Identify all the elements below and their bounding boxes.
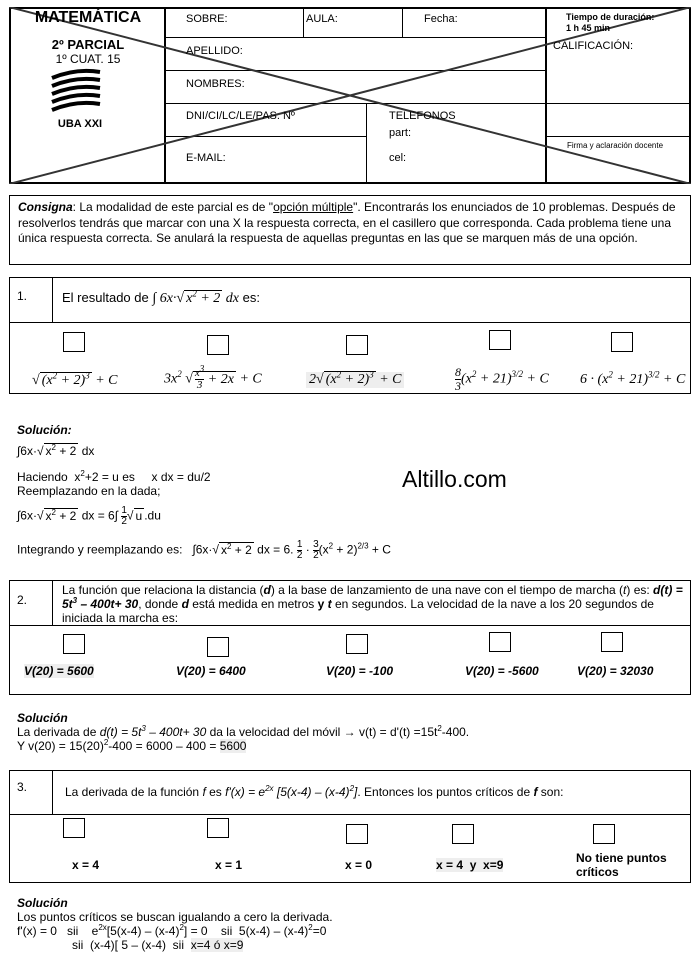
q2-option-5: V(20) = 32030 [577, 664, 654, 678]
q1-integral: ∫ 6x·√ $x^2 + 2$ dx [152, 288, 239, 306]
q3-solution-line-3 [72, 938, 243, 952]
q3-solution-line-3-prefix: sii (x-4)[ 5 – (x-4) sii [72, 938, 191, 952]
q1-solution-line-2: Haciendo $x^2+2 = u$ es x dx = du/2 [17, 469, 211, 484]
q1-statement-suffix: es: [242, 290, 260, 305]
telefonos-label: TELEFONOS [389, 110, 456, 122]
q1-option-5-checkbox[interactable] [611, 332, 633, 352]
q1-solution-line-3: Reemplazando en la dada; [17, 484, 161, 498]
q1-option-3-checkbox[interactable] [346, 335, 368, 355]
cel-label: cel: [389, 152, 407, 164]
consigna-link: opción múltiple [273, 200, 354, 214]
dni-label: DNI/CI/LC/LE/PAS. Nº [186, 110, 295, 122]
q2-option-1: V(20) = 5600 [24, 664, 94, 678]
subject-title: MATEMÁTICA [34, 9, 142, 26]
q1-number: 1. [17, 289, 28, 303]
q2-divider [9, 625, 691, 626]
q3-option-5-checkbox[interactable] [593, 824, 615, 844]
consigna-lead: Consigna [18, 200, 73, 214]
q2-number: 2. [17, 593, 28, 607]
q2-option-1-checkbox[interactable] [63, 634, 85, 654]
q2-solution-line-2: Y $v(20) = 15(20)^2-400 = 6000 - 400 = 5600$ [17, 738, 247, 753]
calificacion-label: CALIFICACIÓN: [553, 40, 634, 52]
fecha-label: Fecha: [424, 13, 458, 25]
q2-option-3: V(20) = -100 [326, 664, 394, 678]
q1-divider [52, 277, 53, 322]
q1-solution-line-5-prefix: Integrando y reemplazando es: [17, 542, 183, 557]
logo-text: UBA XXI [57, 118, 103, 130]
q2-option-2: V(20) = 6400 [176, 664, 246, 678]
q1-divider [9, 322, 691, 323]
q3-statement: La derivada de la función f es $f'(x) = e^{2x}$ $[5(x-4) - (x-4)^2]$. Entonces los puntos críticos de f son: [65, 784, 564, 799]
q2-solution-answer: 5600 [219, 739, 247, 753]
consigna-text-rest: ". Encontrarás los enunciados de 10 problemas. Después de resolverlos tendrás que marcar con una X la respuesta correcta, en el casillero que corresponda. Cada problema tiene una única respuesta correcta. Se anulará la respuesta de aquellas preguntas en las que se marquen más de una opción. [18, 200, 676, 245]
q1-statement-prefix: El resultado de [62, 290, 149, 305]
consigna-box [9, 195, 691, 265]
q1-solution-line-5: Integrando y reemplazando es: ∫6x·√ $x^2 + 2$ dx = 6. $\frac{1}{2}$ · $\frac{3}{2}$ $(x^2 + 2)^{2/3} + C$ [17, 539, 391, 561]
q1-solution-line-4: ∫6x·√ $x^2 + 2$ dx = 6∫ $\frac{1}{2}$ √ u .du [17, 505, 161, 527]
q1-option-2: $3x^2$ √ $\frac{x^3}{3}$ + 2x + C [164, 363, 262, 391]
q1-option-2-checkbox[interactable] [207, 335, 229, 355]
q2-solution-title: Solución [17, 711, 68, 725]
part-label: part: [389, 127, 412, 139]
q1-option-4: $\frac{8}{3}$ $(x^2 + 21)^{3/2} + C$ [455, 365, 549, 393]
q2-solution-line-1: La derivada de $d(t) = 5t^3 - 400t+ 30$ da la velocidad del móvil → $v(t) = d'(t) =15t^2-400$. [17, 724, 470, 739]
q2-option-4: V(20) = -5600 [465, 664, 539, 678]
q1-statement [62, 290, 260, 307]
cross-out-lines [9, 7, 691, 184]
q3-option-3-checkbox[interactable] [346, 824, 368, 844]
q3-solution-line-2: f'(x) = 0 sii $e^{2x}[5(x-4) - (x-4)^2] = 0$ sii $5(x-4) - (x-4)^2=0$ [17, 923, 327, 938]
q1-option-5: $6 \cdot (x^2 + 21)^{3/2} + C$ [580, 369, 686, 387]
term-label: 1º CUAT. 15 [55, 52, 121, 66]
q3-option-4: x = 4 y x=9 [436, 858, 504, 872]
q1-solution-line-1: ∫6x·√ $x^2 + 2$ dx [17, 443, 95, 458]
q1-solution-title: Solución: [17, 423, 72, 437]
tiempo-value: 1 h 45 min [566, 23, 611, 33]
q2-option-3-checkbox[interactable] [346, 634, 368, 654]
email-label: E-MAIL: [186, 152, 226, 164]
q3-number: 3. [17, 780, 28, 794]
q3-solution-answer: x=4 ó x=9 [190, 938, 244, 952]
q2-option-5-checkbox[interactable] [601, 632, 623, 652]
uba-logo-icon [48, 68, 104, 118]
consigna-text: : La modalidad de este parcial es de " [72, 200, 274, 214]
q1-option-4-checkbox[interactable] [489, 330, 511, 350]
apellido-label: APELLIDO: [186, 45, 243, 57]
q2-option-2-checkbox[interactable] [207, 637, 229, 657]
q3-option-2-checkbox[interactable] [207, 818, 229, 838]
q3-option-1-checkbox[interactable] [63, 818, 85, 838]
q3-option-1: x = 4 [72, 858, 100, 872]
q1-option-1-checkbox[interactable] [63, 332, 85, 352]
q3-solution-title: Solución [17, 896, 68, 910]
q3-divider [9, 814, 691, 815]
watermark: Altillo.com [402, 466, 507, 492]
q1-option-1: √ $(x^2 + 2)^3 + C$ [32, 370, 118, 388]
q1-option-3: 2√ $(x^2 + 2)^3 + C$ [306, 372, 404, 388]
q2-divider [52, 580, 53, 625]
q2-option-4-checkbox[interactable] [489, 632, 511, 652]
aula-label: AULA: [306, 13, 338, 25]
q3-solution-line-1: Los puntos críticos se buscan igualando a cero la derivada. [17, 910, 333, 924]
q3-option-3: x = 0 [345, 858, 373, 872]
tiempo-label: Tiempo de duración: [566, 12, 655, 22]
q3-option-4-checkbox[interactable] [452, 824, 474, 844]
q3-option-2: x = 1 [215, 858, 243, 872]
sobre-label: SOBRE: [186, 13, 228, 25]
nombres-label: NOMBRES: [186, 78, 245, 90]
q3-divider [52, 770, 53, 814]
firma-label: Firma y aclaración docente [566, 141, 664, 150]
exam-title: 2º PARCIAL [51, 37, 125, 52]
q2-statement: La función que relaciona la distancia (d) a la base de lanzamiento de una nave con el tiempo de marcha (t) es: $d(t) = 5t^3 - 400t+ 30$, donde d está medida en metros y t en segundos. La velocidad de la nave a los 20 segundos de iniciada la marcha es: [62, 583, 683, 625]
q3-option-5: No tiene puntos críticos [576, 851, 667, 879]
